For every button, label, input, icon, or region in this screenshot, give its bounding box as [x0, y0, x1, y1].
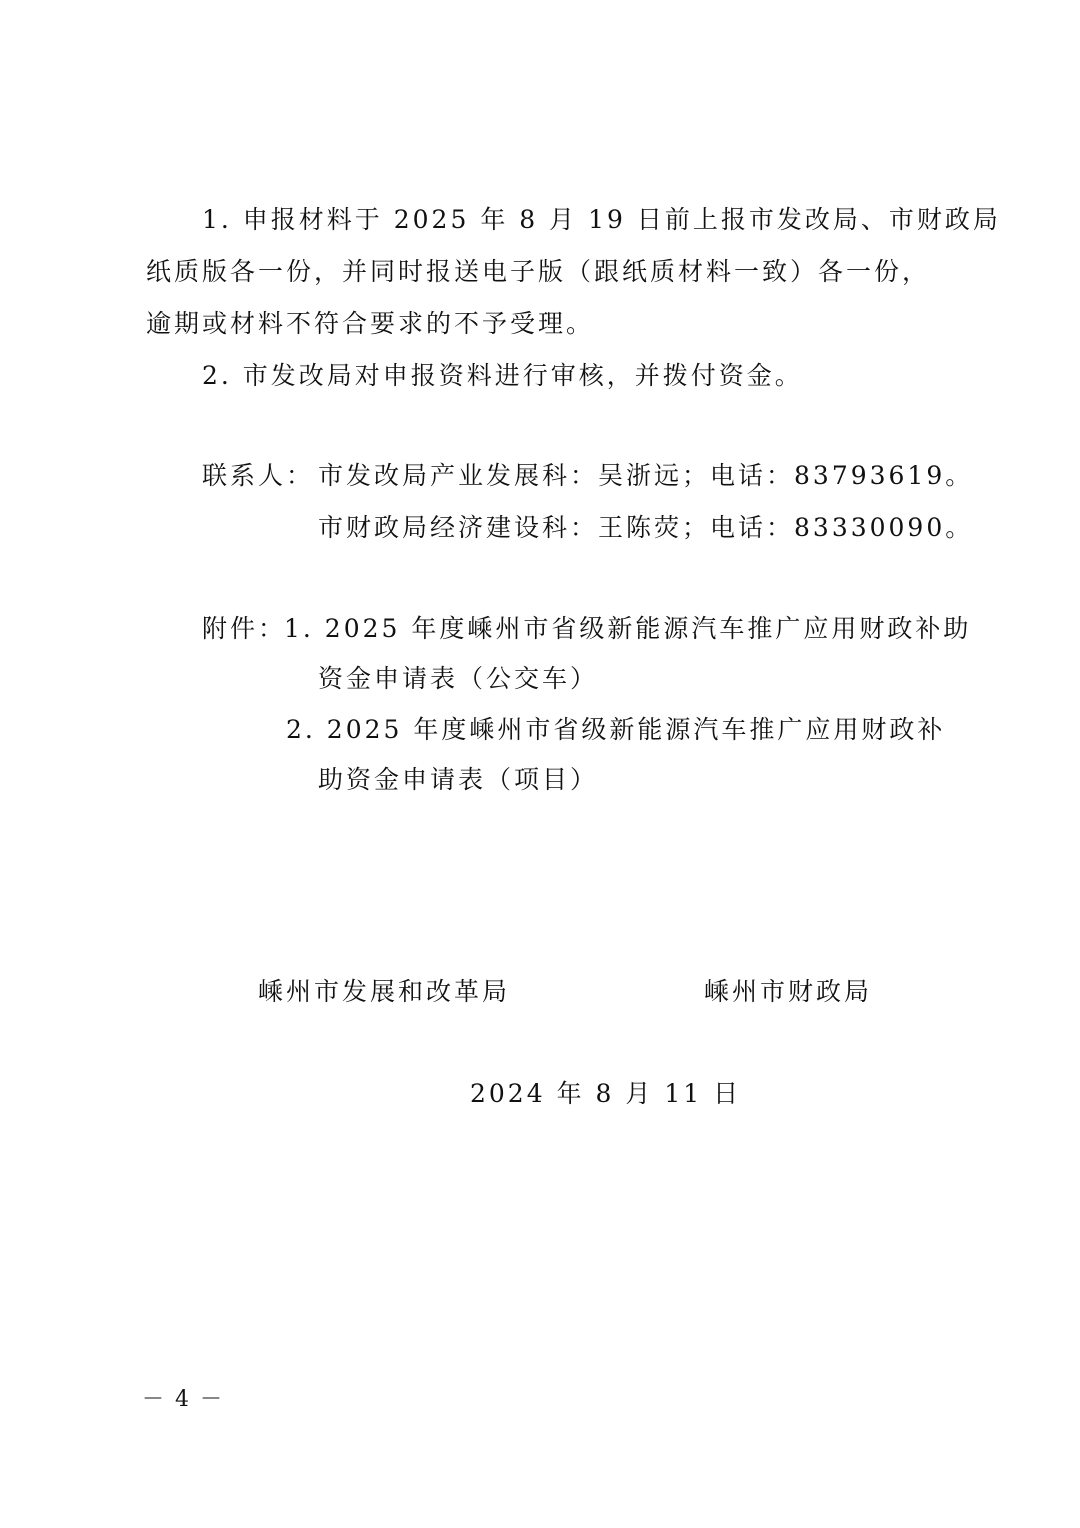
signature-date: 2024 年 8 月 11 日	[470, 1079, 742, 1108]
item2-text: 2. 市发改局对申报资料进行审核，并拨付资金。	[202, 361, 803, 390]
contact-line2: 市财政局经济建设科：王陈荧；电话：83330090。	[318, 513, 974, 542]
attachment1-line1: 1. 2025 年度嵊州市省级新能源汽车推广应用财政补助	[284, 614, 972, 643]
contact-line1: 市发改局产业发展科：吴浙远；电话：83793619。	[318, 461, 974, 490]
attachments-label: 附件：	[202, 614, 287, 643]
item1-line1: 1. 申报材料于 2025 年 8 月 19 日前上报市发改局、市财政局	[202, 205, 1001, 234]
item1-line2: 纸质版各一份，并同时报送电子版（跟纸质材料一致）各一份，	[146, 257, 931, 286]
signature-org-ndrc: 嵊州市发展和改革局	[258, 977, 511, 1006]
signature-org-finance: 嵊州市财政局	[704, 977, 873, 1006]
contacts-label: 联系人：	[202, 461, 315, 490]
item1-line3: 逾期或材料不符合要求的不予受理。	[146, 309, 595, 338]
attachment1-line2: 资金申请表（公交车）	[318, 664, 599, 693]
attachment2-line1: 2. 2025 年度嵊州市省级新能源汽车推广应用财政补	[286, 715, 946, 744]
page-number: － 4 －	[142, 1387, 224, 1412]
attachment2-line2: 助资金申请表（项目）	[318, 765, 599, 794]
